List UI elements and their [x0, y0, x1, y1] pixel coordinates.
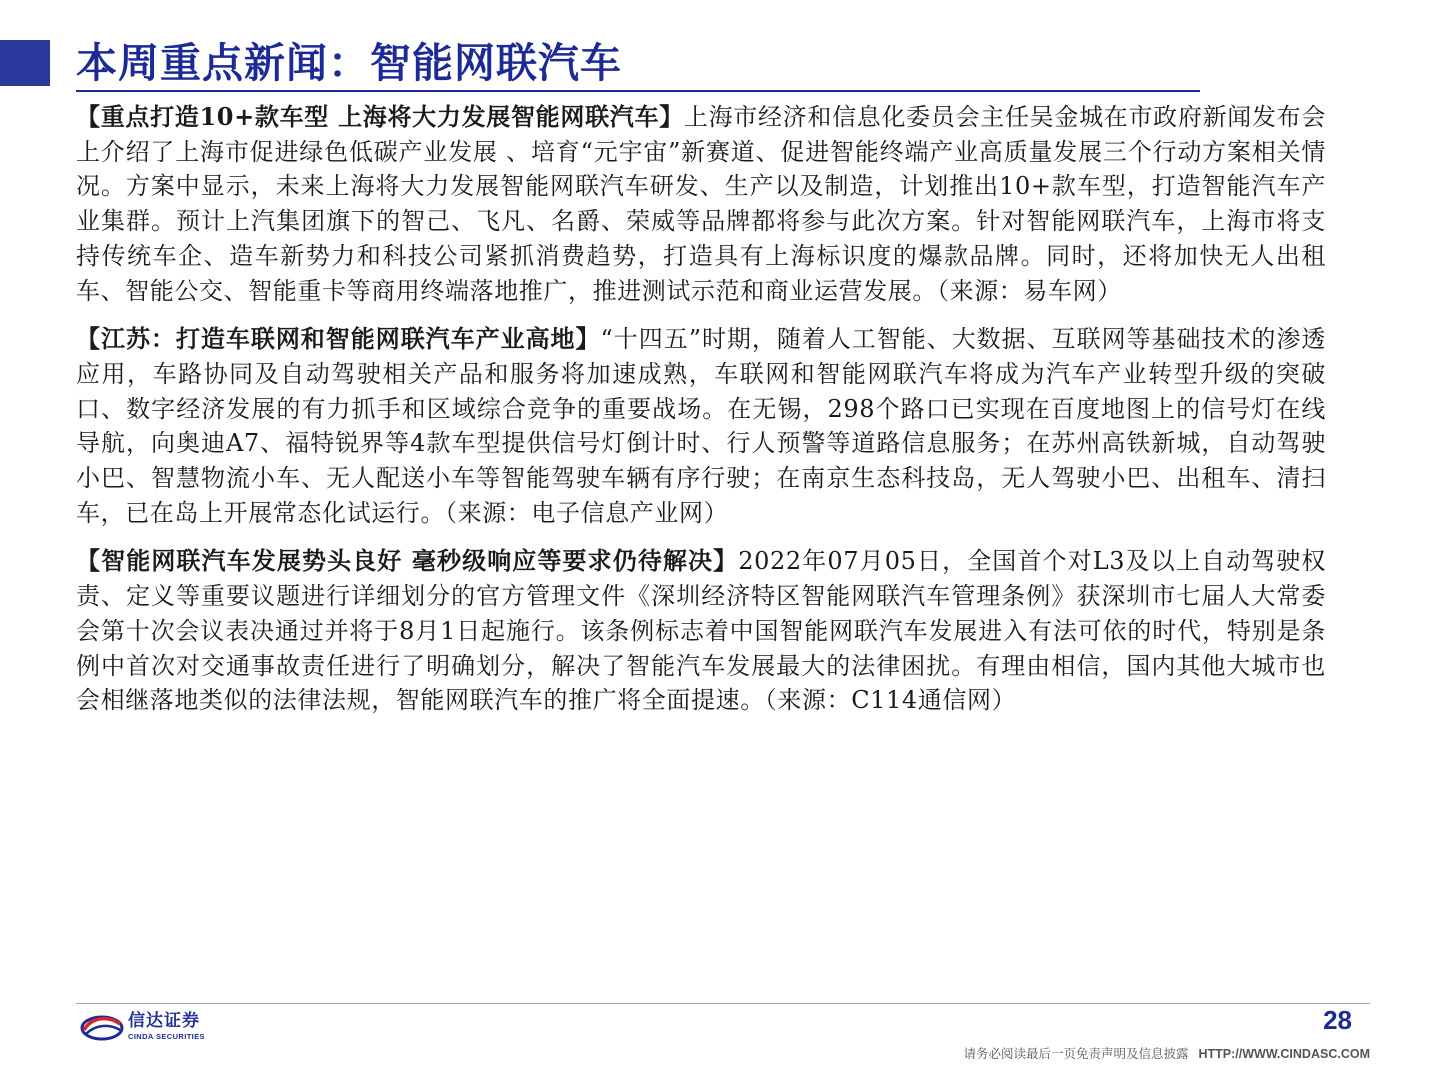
website-link[interactable]: HTTP://WWW.CINDASC.COM [1198, 1047, 1370, 1061]
logo-chinese-name: 信达证券 [128, 1011, 200, 1032]
news-item [76, 544, 1326, 718]
title-accent-block [0, 40, 50, 86]
logo-english-name: CINDA SECURITIES [128, 1032, 205, 1042]
cinda-swirl-logo-icon [80, 1012, 124, 1042]
footer-divider [76, 1003, 1370, 1004]
news-body: 2022年07月05日，全国首个对L3及以上自动驾驶权责、定义等重要议题进行详细划分的官方管理文件《深圳经济特区智能网联汽车管理条例》获深圳市七届人大常委会第十次会议表决通过并将于8月1日起施行。该条例标志着中国智能网联汽车发展进入有法可依的时代，特别是条例中首次对交通事故责任进行了明确划分，解决了智能汽车发展最大的法律困扰。有理由相信，国内其他大城市也会相继落地类似的法律法规，智能网联汽车的推广将全面提速。（来源：C114通信网） [76, 547, 1327, 715]
cinda-logo [80, 1010, 205, 1044]
news-headline: 【重点打造10+款车型 上海将大力发展智能网联汽车】 [76, 102, 684, 131]
footer-disclaimer [963, 1044, 1370, 1062]
news-content [76, 100, 1326, 732]
page-title: 本周重点新闻：智能网联汽车 [76, 39, 622, 87]
news-body: 上海市经济和信息化委员会主任吴金城在市政府新闻发布会上介绍了上海市促进绿色低碳产业发展 、培育“元宇宙”新赛道、促进智能终端产业高质量发展三个行动方案相关情况。方案中显示，未来上海将大力发展智能网联汽车研发、生产以及制造，计划推出10+款车型，打造智能汽车产业集群。预计上汽集团旗下的智己、飞凡、名爵、荣威等品牌都将参与此次方案。针对智能网联汽车，上海市将支持传统车企、造车新势力和科技公司紧抓消费趋势，打造具有上海标识度的爆款品牌。同时，还将加快无人出租车、智能公交、智能重卡等商用终端落地推广，推进测试示范和商业运营发展。（来源：易车网） [76, 103, 1326, 305]
news-item [76, 100, 1326, 308]
page-number: 28 [1323, 1005, 1352, 1035]
news-body: “十四五”时期，随着人工智能、大数据、互联网等基础技术的渗透应用，车路协同及自动驾驶相关产品和服务将加速成熟，车联网和智能网联汽车将成为汽车产业转型升级的突破口、数字经济发展的有力抓手和区域综合竞争的重要战场。在无锡，298个路口已实现在百度地图上的信号灯在线导航，向奥迪A7、福特锐界等4款车型提供信号灯倒计时、行人预警等道路信息服务；在苏州高铁新城，自动驾驶小巴、智慧物流小车、无人配送小车等智能驾驶车辆有序行驶；在南京生态科技岛，无人驾驶小巴、出租车、清扫车，已在岛上开展常态化试运行。（来源：电子信息产业网） [76, 325, 1326, 527]
title-underline [76, 90, 1200, 92]
disclaimer-text: 请务必阅读最后一页免责声明及信息披露 [963, 1046, 1189, 1061]
news-headline: 【智能网联汽车发展势头良好 毫秒级响应等要求仍待解决】 [76, 546, 739, 576]
news-item [76, 322, 1326, 530]
news-headline: 【江苏：打造车联网和智能网联汽车产业高地】 [76, 324, 601, 354]
